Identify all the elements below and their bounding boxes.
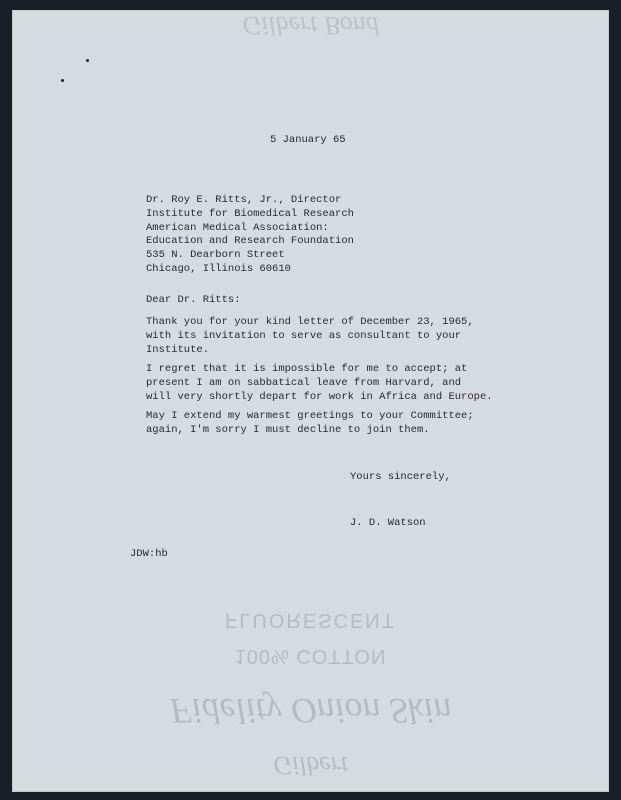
paragraph-line: I regret that it is impossible for me to accept; at	[146, 363, 468, 375]
paragraph	[146, 316, 474, 357]
closing: Yours sincerely,	[350, 471, 451, 483]
recipient-line: Dr. Roy E. Ritts, Jr., Director	[146, 194, 342, 206]
watermark-top: Gilbert Bond	[242, 11, 379, 40]
paragraph-line: again, I'm sorry I must decline to join them.	[146, 423, 430, 436]
paragraph-line: May I extend my warmest greetings to your Committee;	[146, 410, 474, 422]
paragraph-line: Institute.	[146, 343, 210, 356]
recipient-line: Education and Research Foundation	[146, 235, 354, 248]
ink-dot	[61, 79, 64, 82]
watermark-bottom: Gilbert	[272, 751, 349, 780]
recipient-line: American Medical Association:	[146, 221, 329, 234]
watermark-cotton: 100% COTTON	[234, 645, 387, 667]
watermark-brand: Fidelity Onion Skin	[169, 691, 452, 731]
recipient-address	[146, 194, 354, 277]
recipient-line: 535 N. Dearborn Street	[146, 249, 285, 262]
letter-page	[12, 10, 609, 792]
paragraph	[146, 410, 474, 438]
paragraph-line: present I am on sabbatical leave from Harvard, and	[146, 376, 462, 389]
recipient-line: Institute for Biomedical Research	[146, 207, 354, 220]
recipient-line: Chicago, Illinois 60610	[146, 262, 291, 275]
salutation: Dear Dr. Ritts:	[146, 294, 241, 306]
signature: J. D. Watson	[350, 517, 426, 529]
typist-initials: JDW:hb	[130, 548, 168, 560]
paragraph	[146, 363, 493, 404]
paragraph-line: with its invitation to serve as consultant to your	[146, 329, 462, 342]
paragraph-line: will very shortly depart for work in Africa and Europe.	[146, 390, 493, 403]
watermark-fluorescent: FLUORESCENT	[225, 609, 396, 631]
ink-dot	[86, 59, 89, 62]
paragraph-line: Thank you for your kind letter of December 23, 1965,	[146, 316, 474, 328]
letter-date: 5 January 65	[270, 134, 346, 146]
